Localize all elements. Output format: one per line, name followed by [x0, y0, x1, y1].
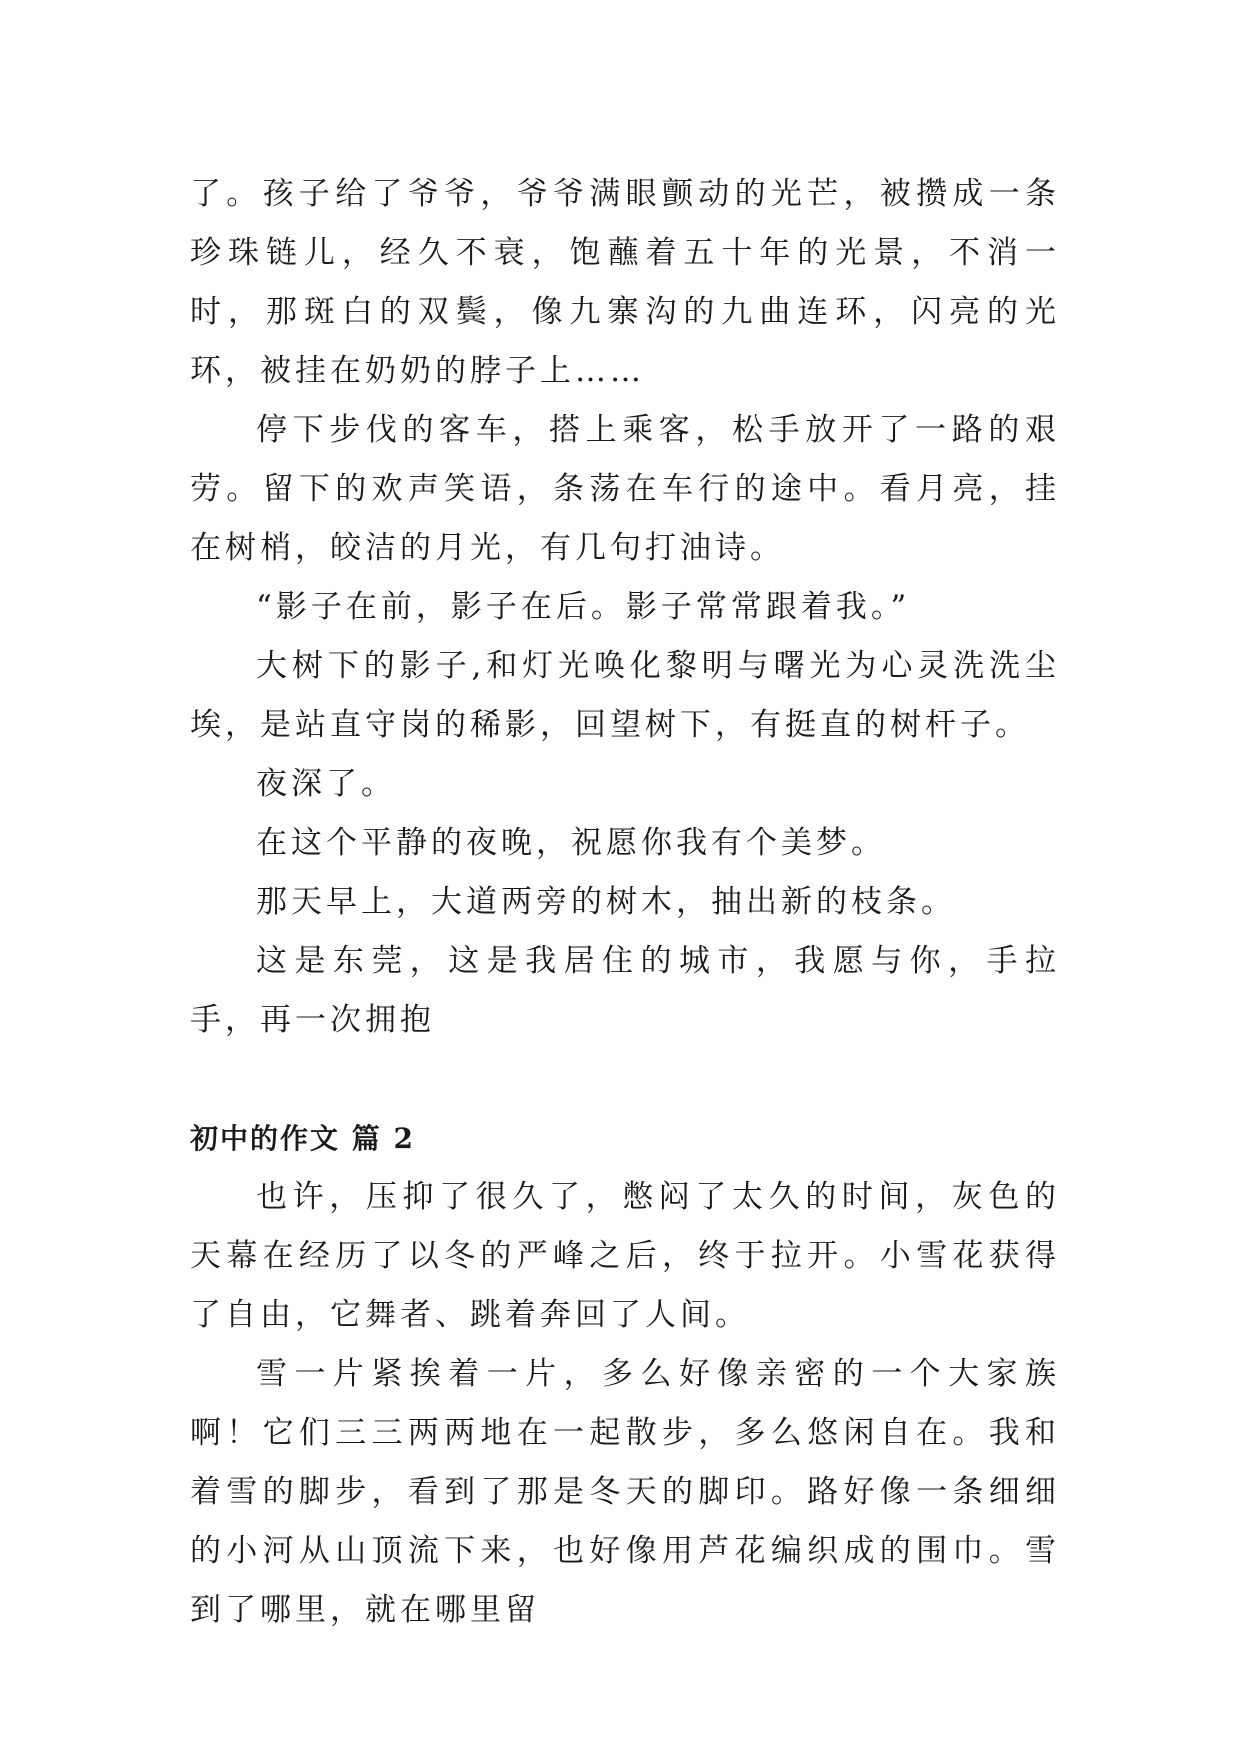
paragraph-continued: 了。孩子给了爷爷，爷爷满眼颤动的光芒，被攒成一条珍珠链儿，经久不衰，饱蘸着五十年的光景，不消一时，那斑白的双鬓，像九寨沟的九曲连环，闪亮的光环，被挂在奶奶的脖子上…… [190, 176, 1060, 389]
paragraph: 这是东莞，这是我居住的城市，我愿与你，手拉手，再一次拥抱 [190, 943, 1060, 1038]
paragraph: 雪一片紧挨着一片，多么好像亲密的一个大家族啊！它们三三两两地在一起散步，多么悠闲自在。我和着雪的脚步，看到了那是冬天的脚印。路好像一条细细的小河从山顶流下来，也好像用芦花编织成的围巾。雪到了哪里，就在哪里留 [190, 1356, 1060, 1628]
paragraph-quote: “影子在前，影子在后。影子常常跟着我。” [256, 589, 911, 625]
paragraph: 在这个平静的夜晚，祝愿你我有个美梦。 [256, 825, 886, 861]
paragraph: 也许，压抑了很久了，憋闷了太久的时间，灰色的天幕在经历了以冬的严峰之后，终于拉开。小雪花获得了自由，它舞者、跳着奔回了人间。 [190, 1179, 1060, 1333]
document-body [190, 165, 1060, 1640]
paragraph: 大树下的影子,和灯光唤化黎明与曙光为心灵洗洗尘埃，是站直守岗的稀影，回望树下，有挺直的树杆子。 [190, 648, 1060, 743]
section-spacer [190, 1050, 1060, 1109]
section-title: 初中的作文 篇 2 [190, 1122, 415, 1155]
paragraph: 停下步伐的客车，搭上乘客，松手放开了一路的艰劳。留下的欢声笑语，条荡在车行的途中。看月亮，挂在树梢，皎洁的月光，有几句打油诗。 [190, 412, 1060, 566]
paragraph: 夜深了。 [256, 766, 396, 802]
paragraph: 那天早上，大道两旁的树木，抽出新的枝条。 [256, 884, 956, 920]
